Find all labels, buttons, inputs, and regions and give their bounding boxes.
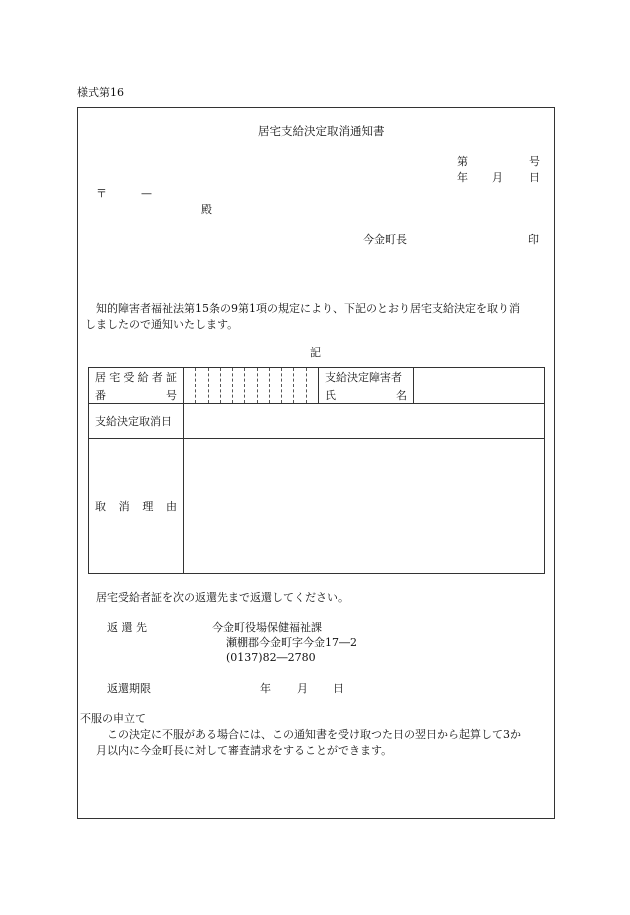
form-number: 様式第16 xyxy=(77,86,124,99)
cancel-date-label-text: 支給決定取消日 xyxy=(95,415,172,428)
cert-number-label xyxy=(89,368,184,404)
reason-label-char: 消 xyxy=(118,500,130,513)
cancel-date-field[interactable] xyxy=(184,404,545,439)
reason-label xyxy=(89,439,184,574)
postal-dash: — xyxy=(141,187,152,200)
cert-digit-box[interactable] xyxy=(258,368,270,403)
cert-digit-box[interactable] xyxy=(233,368,245,403)
cert-label-char: 者 xyxy=(151,370,163,384)
appeal-line1: この決定に不服がある場合には、この通知書を受け取つた日の翌日から起算して3か xyxy=(107,728,521,741)
appeal-line2: 月以内に今金町長に対して審査請求をすることができます。 xyxy=(96,744,393,757)
return-note: 居宅受給者証を次の返還先まで返還してください。 xyxy=(96,591,349,604)
ki-label: 記 xyxy=(310,346,321,359)
body-text-line2: しましたので通知いたします。 xyxy=(85,318,239,331)
document-title: 居宅支給決定取消通知書 xyxy=(258,124,385,138)
deadline-nen: 年 xyxy=(260,682,271,695)
cert-label-char: 証 xyxy=(165,370,177,384)
cert-digit-box[interactable] xyxy=(307,368,318,403)
cert-digit-box[interactable] xyxy=(209,368,221,403)
cert-digit-box[interactable] xyxy=(270,368,282,403)
deadline-tsuki: 月 xyxy=(297,682,308,695)
deadline-hi: 日 xyxy=(333,682,344,695)
reason-label-char: 理 xyxy=(142,500,154,513)
postal-mark: 〒 xyxy=(96,187,107,200)
cert-label-char: 受 xyxy=(123,370,135,384)
issuer-name: 今金町長 xyxy=(363,233,407,246)
cert-label-char: 宅 xyxy=(109,370,121,384)
cert-label-char: 番 xyxy=(95,388,106,402)
return-to-label: 返 還 先 xyxy=(107,621,147,634)
reason-label-char: 由 xyxy=(165,500,177,513)
number-go: 号 xyxy=(529,155,540,168)
cert-digit-box[interactable] xyxy=(294,368,306,403)
table-row xyxy=(89,404,545,439)
recipient-label-text: 支給決定障害者 xyxy=(325,370,402,384)
return-to-org: 今金町役場保健福祉課 xyxy=(212,621,322,634)
table-row xyxy=(89,368,545,404)
recipient-label-char: 名 xyxy=(396,388,407,402)
number-dai: 第 xyxy=(457,155,468,168)
cert-digit-box[interactable] xyxy=(184,368,196,403)
cert-label-char: 給 xyxy=(137,370,149,384)
return-to-address: 瀬棚郡今金町字今金17―2 xyxy=(226,636,357,649)
reason-label-char: 取 xyxy=(95,500,106,513)
cert-label-char: 居 xyxy=(95,370,106,384)
recipient-label-char: 氏 xyxy=(325,388,336,402)
cert-digit-box[interactable] xyxy=(221,368,233,403)
notice-table xyxy=(88,367,545,574)
reason-field[interactable] xyxy=(184,439,545,574)
cert-number-field[interactable] xyxy=(184,368,319,404)
cert-digit-box[interactable] xyxy=(196,368,208,403)
table-row xyxy=(89,439,545,574)
cert-digit-box[interactable] xyxy=(282,368,294,403)
return-to-phone: (0137)82―2780 xyxy=(226,651,316,664)
recipient-name-label xyxy=(319,368,414,404)
recipient-name-field[interactable] xyxy=(414,368,545,404)
deadline-label: 返還期限 xyxy=(107,682,151,695)
date-hi: 日 xyxy=(529,171,540,184)
addressee-dono: 殿 xyxy=(201,203,212,216)
cert-label-char: 号 xyxy=(166,388,177,402)
appeal-heading: 不服の申立て xyxy=(80,712,146,725)
date-tsuki: 月 xyxy=(492,171,503,184)
body-text-line1: 知的障害者福祉法第15条の9第1項の規定により、下記のとおり居宅支給決定を取り消 xyxy=(96,302,520,315)
cancel-date-label xyxy=(89,404,184,439)
seal-mark: 印 xyxy=(528,233,539,246)
date-nen: 年 xyxy=(457,171,468,184)
cert-digit-box[interactable] xyxy=(245,368,257,403)
